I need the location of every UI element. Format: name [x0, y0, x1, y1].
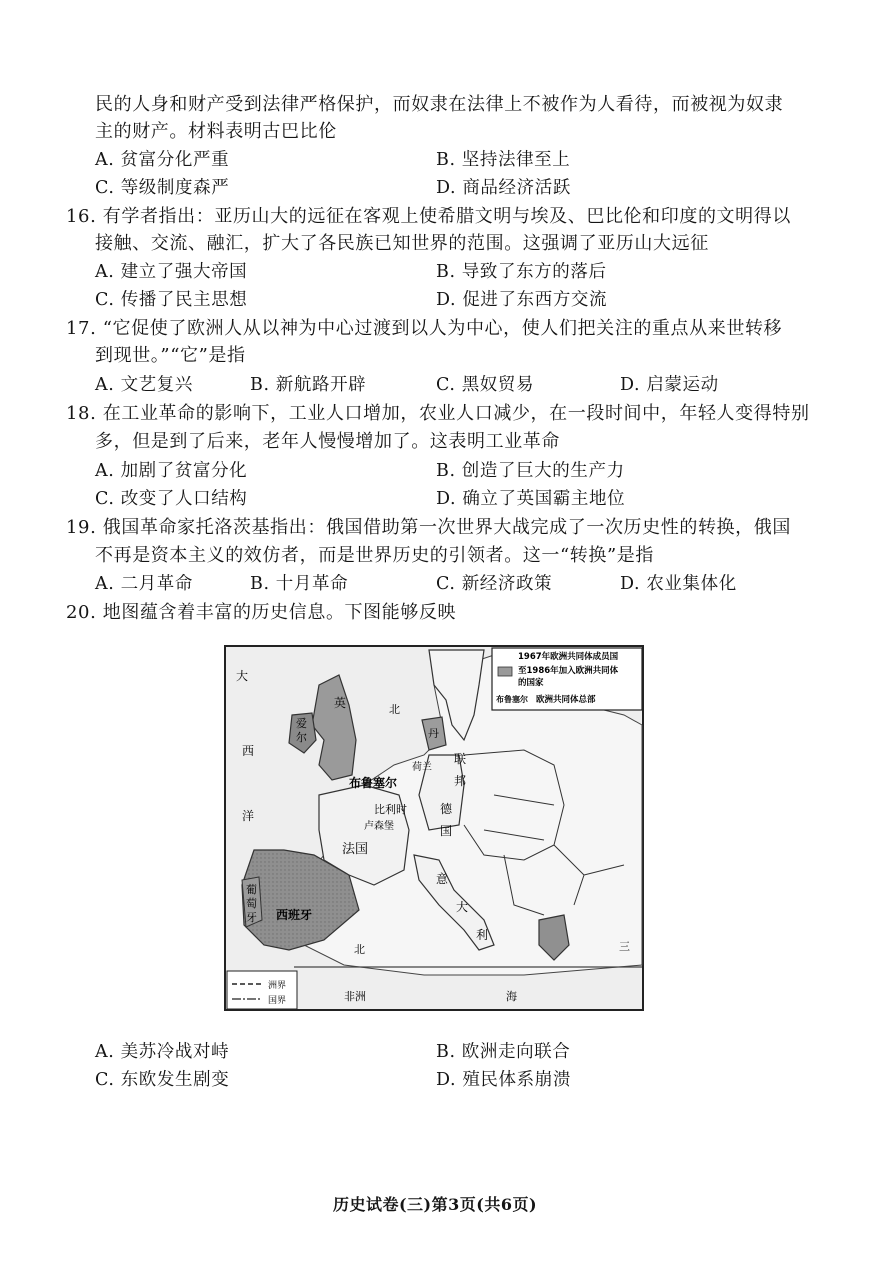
q15-option-d[interactable]: D. 商品经济活跃 — [436, 178, 571, 198]
label-frg-4: 国 — [440, 824, 453, 838]
legend-item1: 1967年欧洲共同体成员国 — [518, 652, 619, 662]
q20-stem: 20. 地图蕴含着丰富的历史信息。下图能够反映 — [66, 602, 457, 623]
label-spain: 西班牙 — [276, 908, 313, 922]
q17-stem-line2: 到现世。”“它”是指 — [95, 345, 246, 366]
label-brussels: 布鲁塞尔 — [349, 776, 398, 790]
page-footer: 历史试卷(三)第3页(共6页) — [332, 1195, 538, 1214]
q18-option-a[interactable]: A. 加剧了贫富分化 — [95, 461, 248, 481]
legend-item2a: 至1986年加入欧洲共同体 — [518, 666, 619, 676]
q18-stem-line1: 18. 在工业革命的影响下，工业人口增加，农业人口减少，在一段时间中，年轻人变得特别 — [66, 403, 810, 424]
q19-stem-line2: 不再是资本主义的效仿者，而是世界历史的引领者。这一“转换”是指 — [95, 545, 655, 566]
q19-option-b[interactable]: B. 十月革命 — [250, 574, 349, 594]
q16-option-d[interactable]: D. 促进了东西方交流 — [436, 290, 608, 310]
q15-option-a[interactable]: A. 贫富分化严重 — [95, 150, 230, 170]
q17-option-a[interactable]: A. 文艺复兴 — [95, 375, 193, 395]
q16-option-c[interactable]: C. 传播了民主思想 — [95, 290, 248, 310]
q17-option-d[interactable]: D. 启蒙运动 — [620, 375, 719, 395]
q18-stem-line2: 多，但是到了后来，老年人慢慢增加了。这表明工业革命 — [95, 431, 560, 452]
q20-option-c[interactable]: C. 东欧发生剧变 — [95, 1070, 230, 1090]
q17-option-b[interactable]: B. 新航路开辟 — [250, 375, 367, 395]
label-portugal-2: 萄 — [246, 897, 257, 910]
label-denmark: 丹 — [428, 727, 439, 740]
q19-option-a[interactable]: A. 二月革命 — [95, 574, 193, 594]
q15-stem-line2: 主的财产。材料表明古巴比伦 — [95, 121, 337, 142]
label-italy-2: 大 — [456, 900, 469, 914]
q18-option-c[interactable]: C. 改变了人口结构 — [95, 489, 248, 509]
legend-continent: 洲界 — [268, 981, 287, 991]
q16-stem-line1: 16. 有学者指出：亚历山大的远征在客观上使希腊文明与埃及、巴比伦和印度的文明得以 — [66, 206, 791, 227]
q16-option-b[interactable]: B. 导致了东方的落后 — [436, 262, 607, 282]
q19-option-c[interactable]: C. 新经济政策 — [436, 574, 553, 594]
legend-swatch-1986 — [498, 667, 512, 676]
q15-option-b[interactable]: B. 坚持法律至上 — [436, 150, 571, 170]
q17-stem-line1: 17. “它促使了欧洲人从以神为中心过渡到以人为中心，使人们把关注的重点从来世转移 — [66, 318, 783, 339]
label-netherlands: 荷兰 — [412, 762, 432, 773]
label-africa-north: 北 — [354, 943, 365, 956]
legend-hq-marker: 布鲁塞尔 — [496, 695, 528, 704]
label-italy-3: 利 — [476, 928, 489, 942]
legend-item2b: 的国家 — [518, 678, 544, 688]
q19-stem-line1: 19. 俄国革命家托洛茨基指出：俄国借助第一次世界大战完成了一次历史性的转换，俄国 — [66, 517, 791, 538]
q20-option-b[interactable]: B. 欧洲走向联合 — [436, 1042, 571, 1062]
label-portugal-1: 葡 — [246, 883, 257, 896]
q20-option-d[interactable]: D. 殖民体系崩溃 — [436, 1070, 571, 1090]
legend-hq: 欧洲共同体总部 — [536, 695, 596, 705]
label-frg-1: 联 — [454, 752, 467, 766]
label-ireland-2: 尔 — [296, 731, 307, 744]
label-frg-2: 邦 — [454, 774, 467, 788]
label-italy-1: 意 — [436, 872, 449, 886]
label-atlantic-3: 洋 — [242, 809, 255, 823]
label-frg-3: 德 — [440, 802, 453, 816]
label-france: 法国 — [342, 842, 369, 857]
line-legend-box — [227, 971, 297, 1009]
label-luxembourg: 卢森堡 — [364, 821, 394, 832]
label-north-sea: 北 — [389, 703, 400, 716]
q15-stem-line1: 民的人身和财产受到法律严格保护，而奴隶在法律上不被作为人看待，而被视为奴隶 — [95, 94, 784, 115]
label-africa: 非洲 — [344, 990, 366, 1003]
q18-option-b[interactable]: B. 创造了巨大的生产力 — [436, 461, 625, 481]
q16-option-a[interactable]: A. 建立了强大帝国 — [95, 262, 248, 282]
label-greece: 三 — [619, 940, 630, 953]
label-portugal-3: 牙 — [246, 911, 257, 924]
label-uk: 英 — [334, 696, 347, 710]
label-atlantic-1: 大 — [236, 669, 249, 683]
label-atlantic-2: 西 — [242, 744, 255, 758]
q19-option-d[interactable]: D. 农业集体化 — [620, 574, 737, 594]
label-sea: 海 — [506, 990, 517, 1003]
q20-option-a[interactable]: A. 美苏冷战对峙 — [95, 1042, 230, 1062]
q16-stem-line2: 接触、交流、融汇，扩大了各民族已知世界的范围。这强调了亚历山大远征 — [95, 233, 709, 254]
q18-option-d[interactable]: D. 确立了英国霸主地位 — [436, 489, 626, 509]
q17-option-c[interactable]: C. 黑奴贸易 — [436, 375, 535, 395]
q15-option-c[interactable]: C. 等级制度森严 — [95, 178, 230, 198]
label-ireland-1: 爱 — [296, 717, 307, 730]
europe-map — [224, 645, 644, 1011]
legend-border: 国界 — [268, 996, 287, 1006]
europe-map-svg — [224, 645, 644, 1011]
label-belgium: 比利时 — [374, 803, 407, 816]
